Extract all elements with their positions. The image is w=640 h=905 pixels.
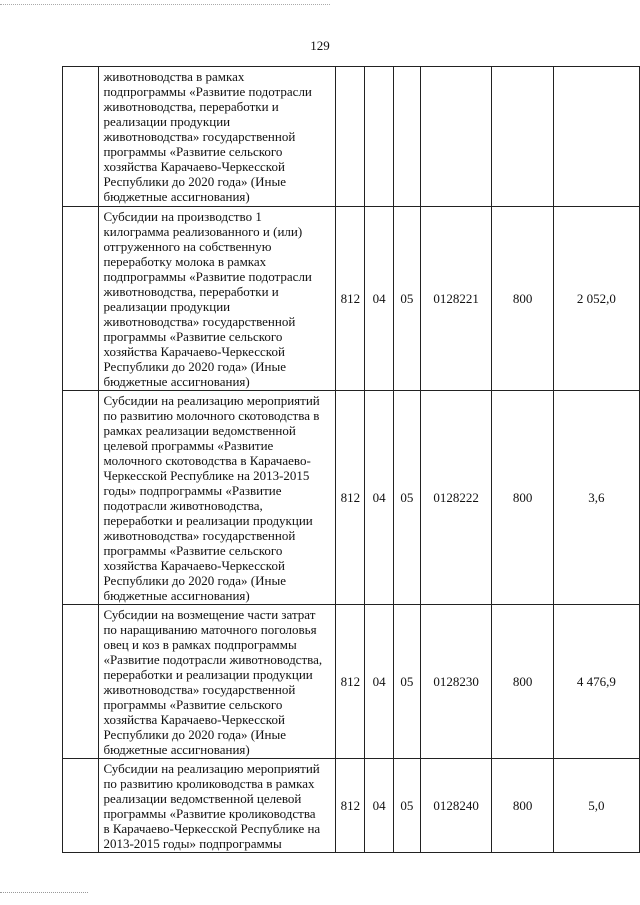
ministry-code: 812 (336, 605, 365, 759)
amount-value: 3,6 (553, 391, 639, 605)
table-row (63, 605, 640, 759)
amount-value: 2 052,0 (553, 207, 639, 391)
subsection-code: 05 (394, 759, 421, 853)
section-code: 04 (365, 207, 394, 391)
description-text: животноводства в рамках подпрограммы «Развитие подотрасли животноводства, переработки и реализации продукции животноводства» государственной программы «Развитие сельского хозяйства Карачаево-Черкесской Республики до 2020 года» (Иные бюджетные ассигнования) (103, 69, 312, 204)
bottom-scan-rule (0, 892, 88, 893)
section-code: 04 (365, 759, 394, 853)
subsection-code: 05 (394, 605, 421, 759)
description-text: Субсидии на реализацию мероприятий по развитию кролиководства в рамках реализации ведомственной целевой программы «Развитие кролиководства в Карачаево-Черкесской Республике на 2013-2015 годы» подпрограммы (103, 761, 321, 851)
budget-table (62, 66, 640, 853)
top-scan-rule (0, 4, 330, 5)
row-description (99, 605, 336, 759)
expense-type-code: 800 (492, 391, 553, 605)
amount-value: 5,0 (553, 759, 639, 853)
table-row (63, 759, 640, 853)
expense-type-code: 800 (492, 759, 553, 853)
expense-type-code: 800 (492, 207, 553, 391)
subsection-code (394, 67, 421, 207)
expense-type-code: 800 (492, 605, 553, 759)
row-blank-cell (63, 605, 99, 759)
row-description (99, 759, 336, 853)
target-article-code: 0128222 (420, 391, 492, 605)
page-number: 129 (310, 38, 330, 53)
ministry-code: 812 (336, 759, 365, 853)
target-article-code: 0128221 (420, 207, 492, 391)
subsection-code: 05 (394, 391, 421, 605)
amount-value (553, 67, 639, 207)
table-row (63, 67, 640, 207)
row-blank-cell (63, 391, 99, 605)
row-description (99, 207, 336, 391)
section-code: 04 (365, 605, 394, 759)
row-blank-cell (63, 759, 99, 853)
ministry-code: 812 (336, 207, 365, 391)
ministry-code: 812 (336, 391, 365, 605)
description-text: Субсидии на возмещение части затрат по наращиванию маточного поголовья овец и коз в рамках подпрограммы «Развитие подотрасли животноводства, переработки и реализации продукции животноводства» государственной программы «Развитие сельского хозяйства Карачаево-Черкесской Республики до 2020 года» (Иные бюджетные ассигнования) (103, 607, 323, 757)
expense-type-code (492, 67, 553, 207)
row-description (99, 391, 336, 605)
table-row (63, 207, 640, 391)
row-description (99, 67, 336, 207)
section-code (365, 67, 394, 207)
row-blank-cell (63, 67, 99, 207)
row-blank-cell (63, 207, 99, 391)
amount-value: 4 476,9 (553, 605, 639, 759)
description-text: Субсидии на реализацию мероприятий по развитию молочного скотоводства в рамках реализации ведомственной целевой программы «Развитие молочного скотоводства в Карачаево- Черкесской Республике на 2013-2015 годы» подпрограммы «Развитие подотрасли животноводства, переработки и реализации продукции животноводства» государственной программы «Развитие сельского хозяйства Карачаево-Черкесской Республики до 2020 года» (Иные бюджетные ассигнования) (103, 393, 320, 603)
section-code: 04 (365, 391, 394, 605)
target-article-code (420, 67, 492, 207)
subsection-code: 05 (394, 207, 421, 391)
description-text: Субсидии на производство 1 килограмма реализованного и (или) отгруженного на собственную переработку молока в рамках подпрограммы «Развитие подотрасли животноводства, переработки и реализации продукции животноводства» государственной программы «Развитие сельского хозяйства Карачаево-Черкесской Республики до 2020 года» (Иные бюджетные ассигнования) (103, 209, 312, 389)
target-article-code: 0128230 (420, 605, 492, 759)
ministry-code (336, 67, 365, 207)
table-row (63, 391, 640, 605)
target-article-code: 0128240 (420, 759, 492, 853)
